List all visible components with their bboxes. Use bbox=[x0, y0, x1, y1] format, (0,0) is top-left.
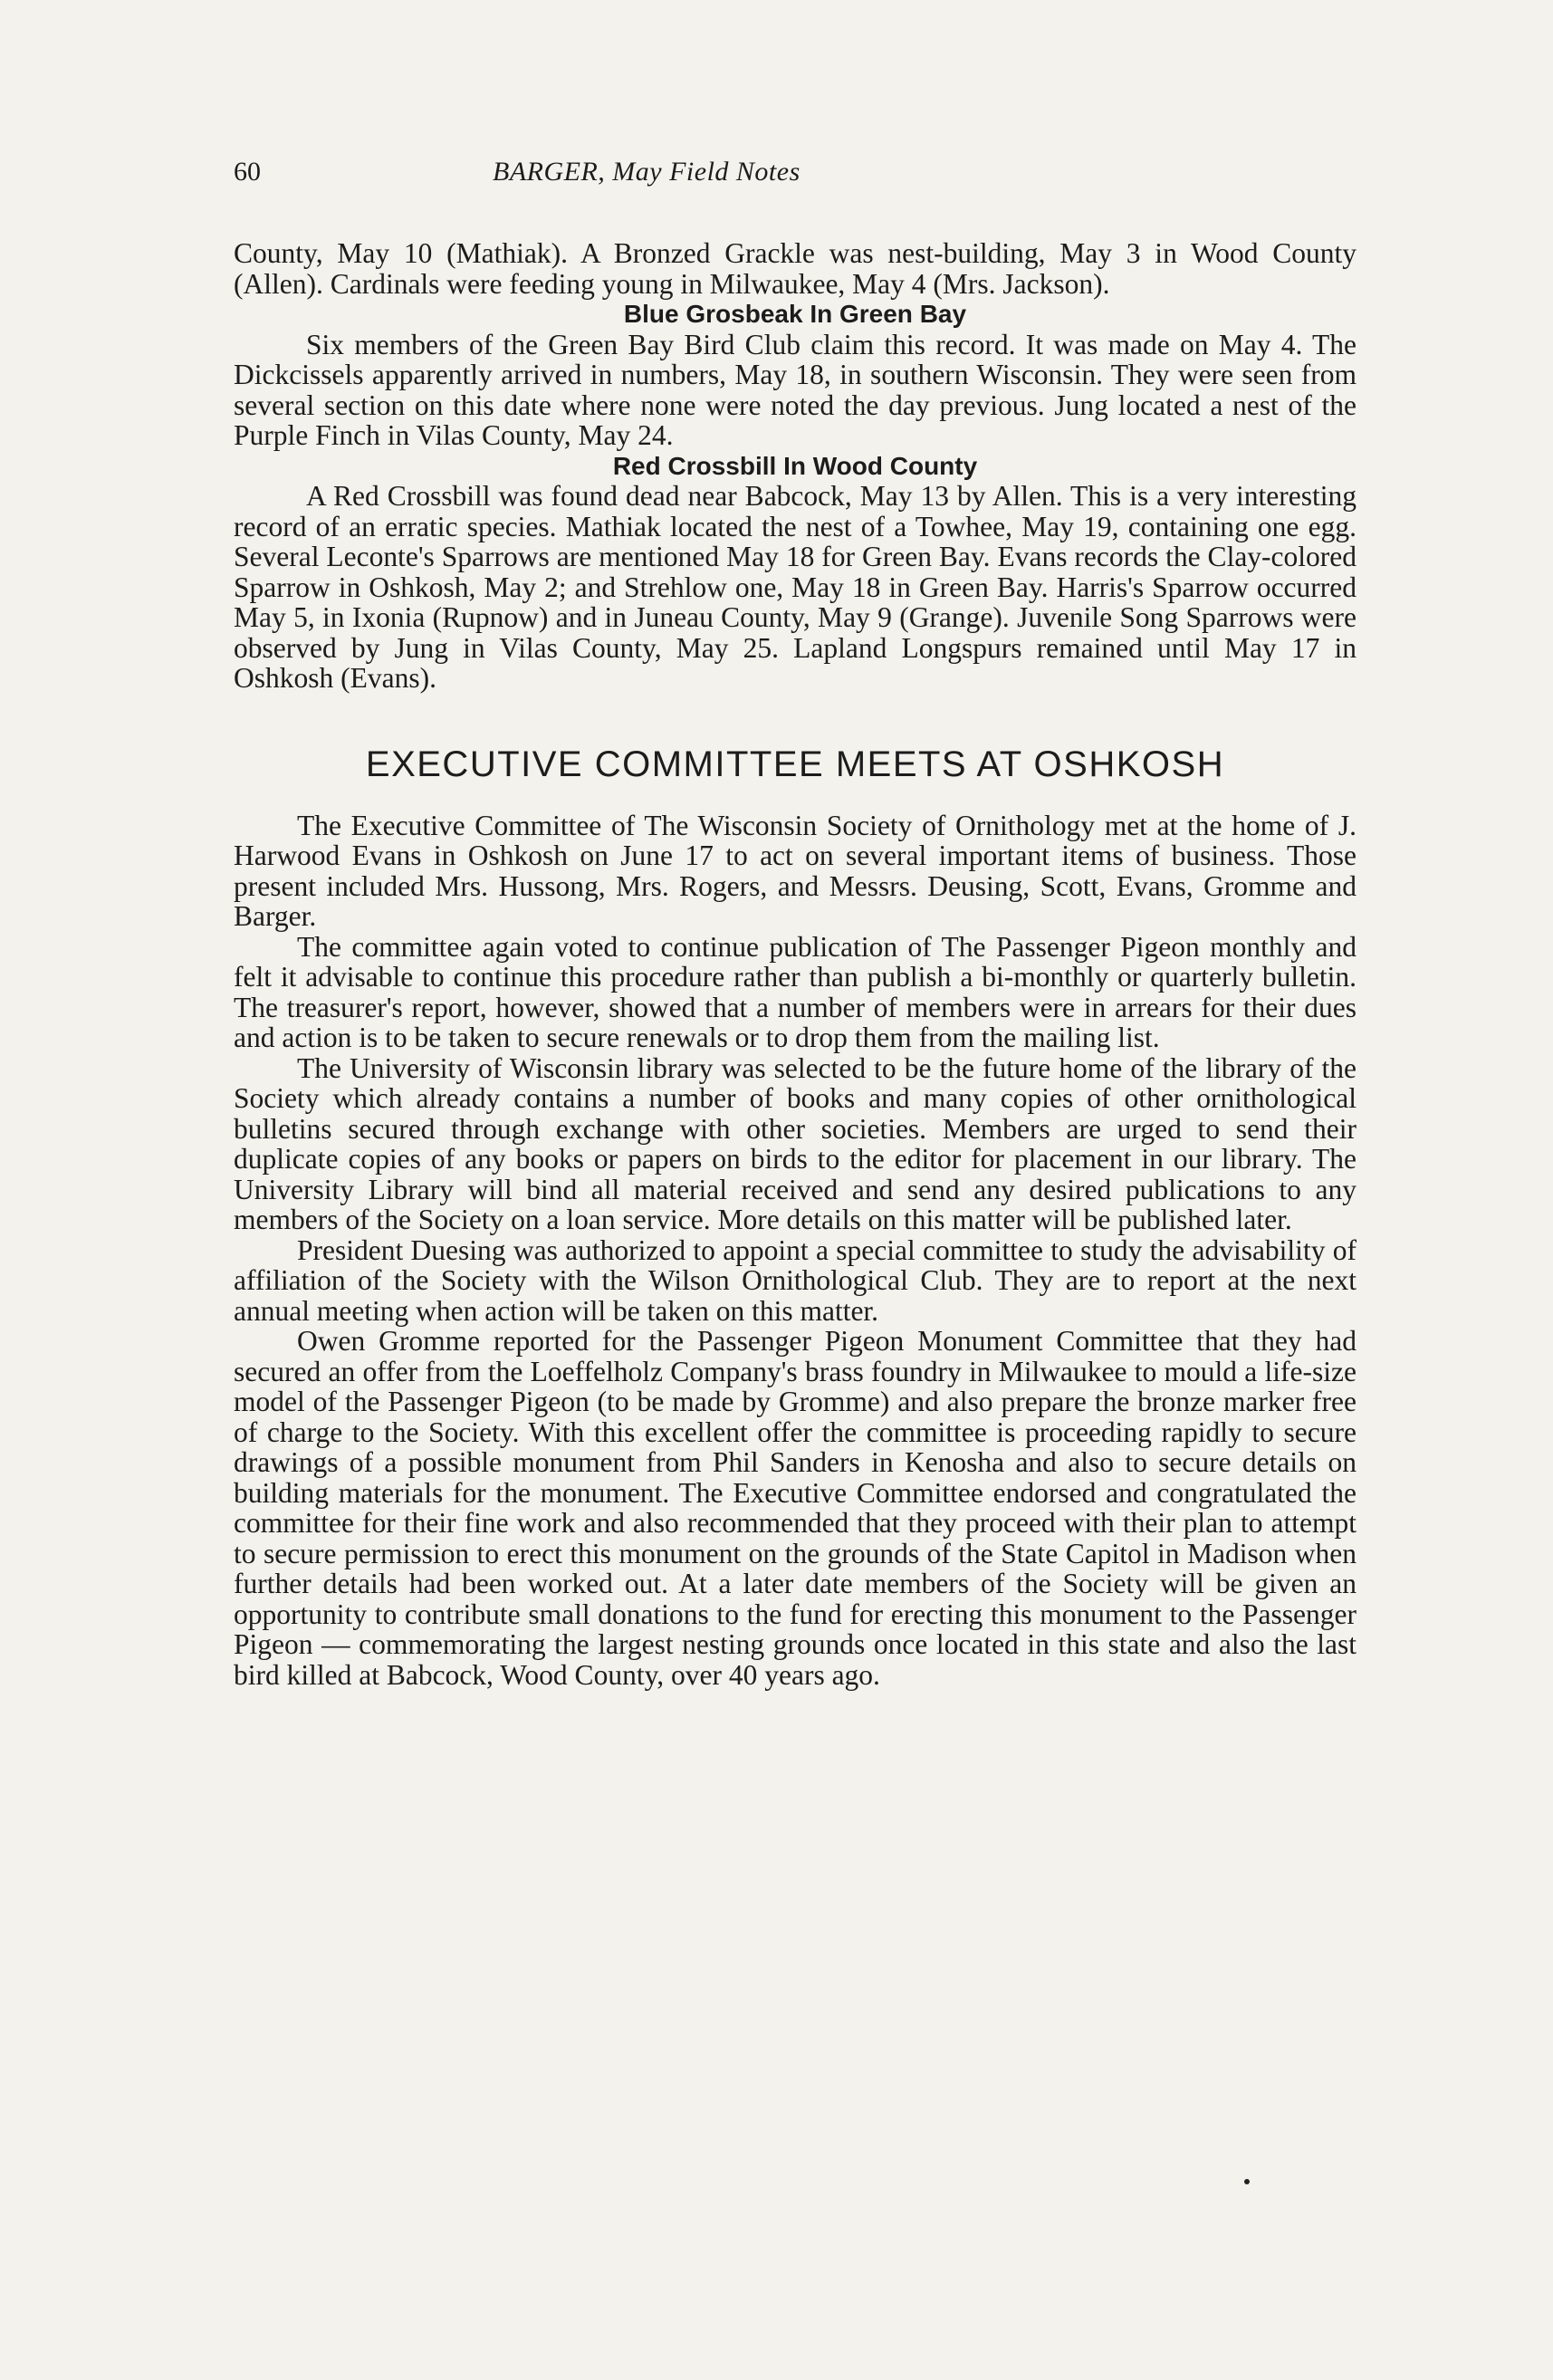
page-number: 60 bbox=[234, 157, 261, 187]
article-paragraph: Owen Gromme reported for the Passenger Pigeon Monument Committee that they had secured an offer from the Loeffelholz Company's brass foundry in Milwaukee to mould a life-size model of the Passenger Pigeon (to be made by Gromme) and also prepare the bronze marker free of charge to the Society. With this excellent offer the committee is proceeding rapidly to secure drawings of a possible monument from Phil Sanders in Kenosha and also to secure details on building materials for the monument. The Executive Committee endorsed and congratulated the committee for their fine work and also recommended that they proceed with their plan to attempt to secure permission to erect this monument on the grounds of the State Capitol in Madison when further details had been worked out. At a later date members of the Society will be given an opportunity to contribute small donations to the fund for erecting this monument to the Passenger Pigeon — commemorating the largest nesting grounds once located in this state and also the last bird killed at Babcock, Wood County, over 40 years ago. bbox=[234, 1325, 1356, 1691]
article-paragraph: The committee again voted to continue publication of The Passenger Pigeon monthly and felt it advisable to continue this procedure rather than publish a bi-monthly or quarterly bulletin. The treasurer's report, however, showed that a number of members were in arrears for their dues and action is to be taken to secure renewals or to drop them from the mailing list. bbox=[234, 930, 1356, 1053]
journal-page bbox=[234, 149, 1356, 2232]
field-notes-paragraph: Six members of the Green Bay Bird Club claim this record. It was made on May 4. The Dickcissels apparently arrived in numbers, May 18, in southern Wisconsin. They were seen from several section on this date where none were noted the day previous. Jung located a nest of the Purple Finch in Vilas County, May 24. bbox=[234, 328, 1356, 451]
print-speck bbox=[1244, 2179, 1250, 2184]
field-notes-paragraph: A Red Crossbill was found dead near Babcock, May 13 by Allen. This is a very interesting record of an erratic species. Mathiak located the nest of a Towhee, May 19, containing one egg. Several Leconte's Sparrows are mentioned May 18 for Green Bay. Evans records the Clay-colored Sparrow in Oshkosh, May 2; and Strehlow one, May 18 in Green Bay. Harris's Sparrow occurred May 5, in Ixonia (Rupnow) and in Juneau County, May 9 (Grange). Juvenile Song Sparrows were observed by Jung in Vilas County, May 25. Lapland Longspurs remained until May 17 in Oshkosh (Evans). bbox=[234, 480, 1356, 694]
article-paragraph: The Executive Committee of The Wisconsin Society of Ornithology met at the home of J. Harwood Evans in Oshkosh on June 17 to act on several important items of business. Those present included Mrs. Hussong, Mrs. Rogers, and Messrs. Deusing, Scott, Evans, Gromme and Barger. bbox=[234, 809, 1356, 932]
field-notes-paragraph: County, May 10 (Mathiak). A Bronzed Grackle was nest-building, May 3 in Wood County (Allen). Cardinals were feeding young in Milwaukee, May 4 (Mrs. Jackson). bbox=[234, 237, 1356, 300]
running-head bbox=[234, 149, 1356, 204]
article-body bbox=[234, 811, 1356, 1691]
subheading-blue-grosbeak: Blue Grosbeak In Green Bay bbox=[623, 300, 967, 328]
running-title: BARGER, May Field Notes bbox=[493, 157, 800, 187]
field-notes-continuation bbox=[234, 238, 1356, 694]
article-paragraph: The University of Wisconsin library was selected to be the future home of the library of the Society which already contains a number of books and many copies of other ornithological bulletins secured through exchange with other societies. Members are urged to send their duplicate copies of any books or papers on birds to the editor for placement in our library. The University Library will bind all material received and send any desired publications to any members of the Society on a loan service. More details on this matter will be published later. bbox=[234, 1051, 1356, 1235]
article-paragraph: President Duesing was authorized to appoint a special committee to study the advisability of affiliation of the Society with the Wilson Ornithological Club. They are to report at the next annual meeting when action will be taken on this matter. bbox=[234, 1233, 1356, 1327]
subheading-red-crossbill: Red Crossbill In Wood County bbox=[612, 451, 978, 480]
article-title: EXECUTIVE COMMITTEE MEETS AT OSHKOSH bbox=[365, 744, 1225, 784]
